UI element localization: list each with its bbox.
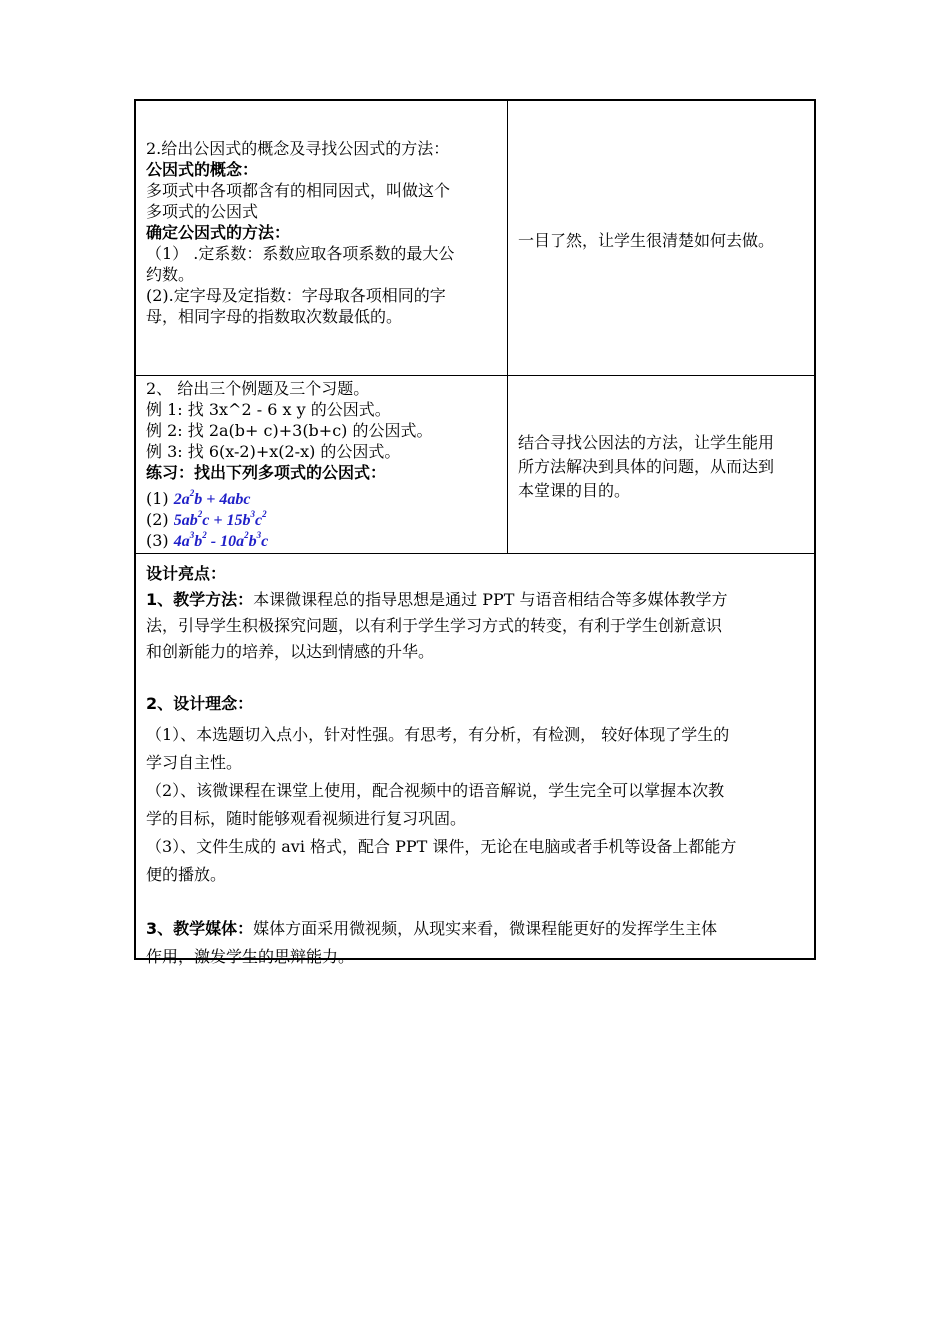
exercise-expression: $2a^2b + 4abc$ bbox=[173, 488, 251, 508]
row1-line: 约数。 bbox=[146, 265, 195, 284]
row1-left-cell bbox=[146, 138, 506, 327]
concept-item: （2）、该微课程在课堂上使用，配合视频中的语音解说，学生完全可以掌握本次教 bbox=[146, 781, 725, 800]
media-paragraph bbox=[146, 915, 814, 943]
media-text: 媒体方面采用微视频，从现实来看，微课程能更好的发挥学生主体 bbox=[253, 919, 718, 938]
exercise-number: (2) bbox=[146, 510, 169, 529]
exercise-number: (1) bbox=[146, 489, 169, 508]
concept-title: 2、设计理念： bbox=[146, 694, 254, 713]
exercise-3 bbox=[146, 525, 506, 550]
concept-item: 学的目标，随时能够观看视频进行复习巩固。 bbox=[146, 809, 467, 828]
lesson-table bbox=[134, 99, 816, 966]
row2-comment-line: 结合寻找公因法的方法，让学生能用 bbox=[518, 433, 775, 452]
row2-comment-line: 所方法解决到具体的问题，从而达到 bbox=[518, 457, 775, 476]
row1-line: 母，相同字母的指数取次数最低的。 bbox=[146, 307, 403, 326]
exercise-number: (3) bbox=[146, 531, 169, 550]
row1-comment: 一目了然，让学生很清楚如何去做。 bbox=[518, 231, 775, 250]
method-text-line: 法，引导学生积极探究问题，以有利于学生学习方式的转变，有利于学生创新意识 bbox=[146, 616, 723, 635]
row1-line: 2.给出公因式的概念及寻找公因式的方法： bbox=[146, 139, 450, 158]
highlights-cell bbox=[146, 561, 814, 971]
highlights-title: 设计亮点： bbox=[146, 564, 227, 583]
row2-right-cell bbox=[518, 431, 814, 503]
method-heading: 确定公因式的方法： bbox=[146, 223, 291, 242]
method-text-line: 和创新能力的培养，以达到情感的升华。 bbox=[146, 642, 435, 661]
row2-left-cell bbox=[146, 378, 506, 550]
row2-comment-line: 本堂课的目的。 bbox=[518, 481, 631, 500]
row1-line: (2).定字母及定指数：字母取各项相同的字 bbox=[146, 286, 446, 305]
exercise-expression: $5ab^2c + 15b^3c^2$ bbox=[173, 509, 267, 529]
method-text: 本课微课程总的指导思想是通过 PPT 与语音相结合等多媒体教学方 bbox=[253, 590, 728, 609]
exercise-expression: $4a^3b^2 - 10a^2b^3c$ bbox=[173, 530, 269, 550]
concept-item: 便的播放。 bbox=[146, 865, 227, 884]
row1-line: （1） .定系数：系数应取各项系数的最大公 bbox=[146, 244, 455, 263]
method-paragraph bbox=[146, 587, 814, 613]
exercise-2 bbox=[146, 504, 506, 529]
example-3: 例 3: 找 6(x-2)+x(2-x) 的公因式。 bbox=[146, 442, 401, 461]
row-divider-2 bbox=[136, 553, 814, 554]
example-2: 例 2: 找 2a(b+ c)+3(b+c) 的公因式。 bbox=[146, 421, 433, 440]
exercise-1 bbox=[146, 483, 506, 508]
concept-item: （3）、文件生成的 avi 格式，配合 PPT 课件，无论在电脑或者手机等设备上都能方 bbox=[146, 837, 737, 856]
exercise-heading: 练习：找出下列多项式的公因式： bbox=[146, 463, 387, 482]
concept-item: 学习自主性。 bbox=[146, 753, 243, 772]
media-label: 3、教学媒体： bbox=[146, 919, 254, 938]
row1-line: 多项式中各项都含有的相同因式，叫做这个 bbox=[146, 181, 451, 200]
example-1: 例 1: 找 3x^2 - 6 x y 的公因式。 bbox=[146, 400, 391, 419]
column-divider bbox=[507, 101, 508, 553]
row1-line: 多项式的公因式 bbox=[146, 202, 259, 221]
concept-heading: 公因式的概念： bbox=[146, 160, 259, 179]
row1-right-cell bbox=[518, 229, 814, 253]
concept-item: （1）、本选题切入点小，针对性强。有思考，有分析，有检测， 较好体现了学生的 bbox=[146, 725, 730, 744]
row-divider-1 bbox=[136, 375, 814, 376]
media-text-line: 作用，激发学生的思辩能力。 bbox=[146, 947, 355, 966]
row2-line: 2、 给出三个例题及三个习题。 bbox=[146, 379, 370, 398]
method-label: 1、教学方法： bbox=[146, 590, 254, 609]
